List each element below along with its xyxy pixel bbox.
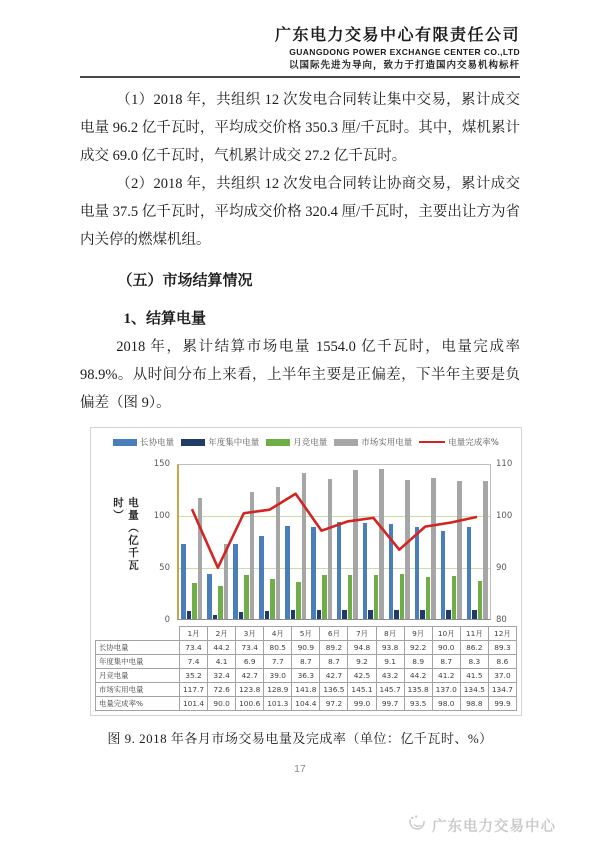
section-heading: （五）市场结算情况 [117, 273, 253, 289]
legend-bar-swatch [266, 439, 290, 446]
paragraph-2: （2）2018 年，共组织 12 次发电合同转让协商交易，累计成交电量 37.5 亿千瓦时，平均成交价格 320.4 厘/千瓦时，主要出让方为省内关停的燃煤机组。 [80, 176, 520, 248]
table-value-cell: 90.9 [292, 641, 320, 655]
table-month-cell: 9月 [404, 627, 432, 641]
table-value-cell: 41.2 [432, 669, 460, 683]
table-row-label: 长协电量 [96, 641, 180, 655]
table-month-cell: 5月 [292, 627, 320, 641]
company-name-cn: 广东电力交易中心有限责任公司 [274, 27, 520, 44]
chart-plot [177, 464, 491, 620]
table-value-cell: 8.7 [292, 655, 320, 669]
left-tick-label: 100 [153, 511, 170, 521]
table-value-cell: 136.5 [320, 683, 348, 697]
right-tick-label: 110 [496, 459, 513, 469]
company-slogan: 以国际先进为导向，致力于打造国内交易机构标杆 [288, 60, 520, 71]
table-value-cell: 86.2 [460, 641, 488, 655]
table-value-cell: 97.2 [320, 697, 348, 711]
table-value-cell: 89.2 [320, 641, 348, 655]
table-value-cell: 93.8 [376, 641, 404, 655]
table-value-cell: 145.1 [348, 683, 376, 697]
table-value-cell: 8.7 [432, 655, 460, 669]
table-row-label: 年度集中电量 [96, 655, 180, 669]
figure-table-body [96, 627, 517, 711]
footer-watermark-text: 广东电力交易中心 [432, 818, 556, 835]
document-body [0, 78, 600, 417]
table-value-cell: 99.7 [376, 697, 404, 711]
page-number: 17 [294, 763, 306, 775]
table-value-cell: 134.5 [460, 683, 488, 697]
table-month-cell: 10月 [432, 627, 460, 641]
table-value-cell: 104.4 [292, 697, 320, 711]
table-value-cell: 89.3 [488, 641, 516, 655]
table-row [96, 655, 517, 669]
legend-label: 长协电量 [140, 438, 175, 448]
legend-label: 月竞电量 [293, 438, 328, 448]
table-value-cell: 80.5 [264, 641, 292, 655]
table-row-label: 月竞电量 [96, 669, 180, 683]
table-value-cell: 41.5 [460, 669, 488, 683]
legend-line-swatch [419, 441, 445, 444]
table-value-cell: 36.3 [292, 669, 320, 683]
y-axis-title: 电量（亿千瓦时） [112, 497, 139, 572]
table-month-cell: 4月 [264, 627, 292, 641]
right-tick-label: 100 [496, 511, 513, 521]
table-value-cell: 135.8 [404, 683, 432, 697]
table-value-cell: 92.2 [404, 641, 432, 655]
table-month-row [96, 627, 517, 641]
company-name-en: GUANGDONG POWER EXCHANGE CENTER CO.,LTD [289, 47, 520, 57]
right-tick-label: 80 [496, 615, 507, 625]
table-value-cell: 98.0 [432, 697, 460, 711]
table-value-cell: 39.0 [264, 669, 292, 683]
table-value-cell: 98.8 [460, 697, 488, 711]
table-value-cell: 117.7 [180, 683, 208, 697]
table-value-cell: 73.4 [180, 641, 208, 655]
left-tick-label: 150 [153, 459, 170, 469]
table-value-cell: 90.0 [208, 697, 236, 711]
legend-bar-swatch [181, 439, 205, 446]
table-value-cell: 72.6 [208, 683, 236, 697]
table-value-cell: 99.9 [488, 697, 516, 711]
table-row [96, 697, 517, 711]
legend-label: 年度集中电量 [208, 438, 260, 448]
paragraph-3: 2018 年，累计结算市场电量 1554.0 亿千瓦时，电量完成率 98.9%。从时间分布上来看，上半年主要是正偏差，下半年主要是负偏差（图 9）。 [80, 339, 520, 411]
legend-item [419, 436, 499, 448]
table-row [96, 683, 517, 697]
table-month-cell: 6月 [320, 627, 348, 641]
legend-bar-swatch [113, 439, 137, 446]
page-header [0, 0, 600, 73]
table-value-cell: 44.2 [208, 641, 236, 655]
table-value-cell: 90.0 [432, 641, 460, 655]
table-month-cell: 3月 [236, 627, 264, 641]
table-value-cell: 6.9 [236, 655, 264, 669]
table-month-cell: 7月 [348, 627, 376, 641]
table-value-cell: 99.0 [348, 697, 376, 711]
completion-rate-line [179, 465, 490, 619]
table-value-cell: 35.2 [180, 669, 208, 683]
legend-item [181, 436, 259, 448]
table-value-cell: 73.4 [236, 641, 264, 655]
paragraph-1: （1）2018 年，共组织 12 次发电合同转让集中交易，累计成交电量 96.2 亿千瓦时，平均成交价格 350.3 厘/千瓦时。其中，煤机累计成交 69.0 亿千瓦时，气机累计成交 27.2 亿千瓦时。 [80, 92, 520, 164]
left-axis-ticks [95, 459, 173, 625]
table-value-cell: 42.7 [320, 669, 348, 683]
legend-item [334, 436, 412, 448]
footer-watermark [406, 813, 556, 837]
table-value-cell: 42.5 [348, 669, 376, 683]
table-value-cell: 93.5 [404, 697, 432, 711]
table-value-cell: 101.3 [264, 697, 292, 711]
table-row-label: 电量完成率% [96, 697, 180, 711]
table-value-cell: 32.4 [208, 669, 236, 683]
table-value-cell: 8.7 [320, 655, 348, 669]
chart-area [95, 454, 517, 626]
table-value-cell: 7.4 [180, 655, 208, 669]
legend-label: 电量完成率% [448, 438, 499, 448]
legend-bar-swatch [334, 439, 358, 446]
table-value-cell: 141.8 [292, 683, 320, 697]
table-month-cell: 11月 [460, 627, 488, 641]
figure-table [95, 626, 517, 711]
table-value-cell: 4.1 [208, 655, 236, 669]
table-month-cell: 12月 [488, 627, 516, 641]
chart-legend [95, 436, 517, 448]
table-corner-cell [96, 627, 180, 641]
table-value-cell: 42.7 [236, 669, 264, 683]
table-value-cell: 8.3 [460, 655, 488, 669]
sub-heading: 1、结算电量 [123, 311, 207, 327]
table-row [96, 641, 517, 655]
left-tick-label: 50 [159, 563, 170, 573]
legend-item [266, 436, 327, 448]
table-value-cell: 37.0 [488, 669, 516, 683]
gpec-logo-icon [406, 813, 428, 837]
table-value-cell: 44.2 [404, 669, 432, 683]
table-value-cell: 8.9 [404, 655, 432, 669]
table-value-cell: 145.7 [376, 683, 404, 697]
right-axis-ticks [493, 459, 517, 625]
left-tick-label: 0 [164, 615, 170, 625]
table-value-cell: 43.2 [376, 669, 404, 683]
legend-label: 市场实用电量 [361, 438, 413, 448]
table-month-cell: 8月 [376, 627, 404, 641]
table-row-label: 市场实用电量 [96, 683, 180, 697]
table-value-cell: 100.6 [236, 697, 264, 711]
table-value-cell: 101.4 [180, 697, 208, 711]
table-value-cell: 123.8 [236, 683, 264, 697]
table-value-cell: 94.8 [348, 641, 376, 655]
right-tick-label: 90 [496, 563, 507, 573]
legend-item [113, 436, 174, 448]
table-value-cell: 9.1 [376, 655, 404, 669]
table-month-cell: 2月 [208, 627, 236, 641]
table-value-cell: 9.2 [348, 655, 376, 669]
table-value-cell: 137.0 [432, 683, 460, 697]
table-month-cell: 1月 [180, 627, 208, 641]
table-value-cell: 134.7 [488, 683, 516, 697]
table-value-cell: 128.9 [264, 683, 292, 697]
table-value-cell: 7.7 [264, 655, 292, 669]
table-value-cell: 8.6 [488, 655, 516, 669]
table-row [96, 669, 517, 683]
figure-caption: 图 9. 2018 年各月市场交易电量及完成率（单位：亿千瓦时、%） [107, 731, 493, 746]
figure-9-box [90, 427, 522, 716]
